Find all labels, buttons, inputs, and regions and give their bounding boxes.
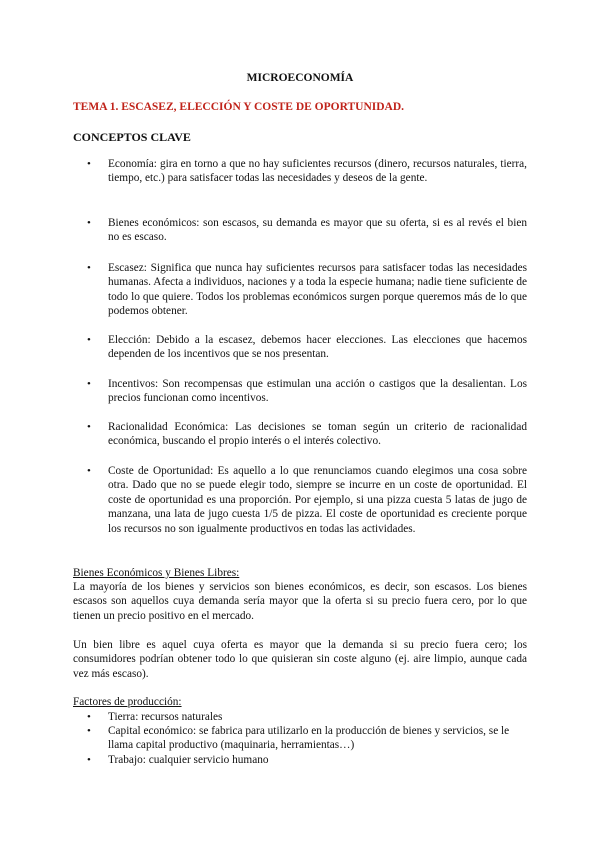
- bienes-paragraph: La mayoría de los bienes y servicios son bienes económicos, es decir, son escasos. Los bienes escasos son aquellos cuya demanda sería mayor que la oferta si su precio fuera cero, por lo que tienen un precio positivo en el mercado.: [73, 581, 527, 622]
- bullet-icon: •: [87, 711, 91, 723]
- bullet-icon: •: [87, 754, 91, 766]
- factores-heading: Factores de producción:: [73, 696, 182, 708]
- bullet-icon: •: [87, 262, 91, 274]
- factor-item: Tierra: recursos naturales: [108, 711, 223, 723]
- document-title: MICROECONOMÍA: [246, 72, 354, 84]
- concept-item: Coste de Oportunidad: Es aquello a lo que renunciamos cuando elegimos una cosa sobre otra. Dado que no se puede elegir todo, siempre se incurre en un coste de oportunidad. El coste de oportunidad es una proporción. Por ejemplo, si una pizza cuesta 5 latas de jugo de manzana, una lata de jugo cuesta 1/5 de pizza. El coste de oportunidad es creciente porque los recursos no son igualmente productivos en todas las actividades.: [108, 465, 527, 535]
- factor-item: Trabajo: cualquier servicio humano: [108, 754, 269, 766]
- bullet-icon: •: [87, 465, 91, 477]
- bullet-icon: •: [87, 334, 91, 346]
- concept-item: Escasez: Significa que nunca hay suficientes recursos para satisfacer todas las necesidades humanas. Afecta a individuos, naciones y a toda la especie humana; nadie tiene suficiente de todo lo que quiere. Todos los problemas económicos surgen porque queremos más de lo que podemos obtener.: [108, 262, 527, 318]
- bullet-icon: •: [87, 725, 91, 737]
- bullet-icon: •: [87, 421, 91, 433]
- section-heading-key-concepts: CONCEPTOS CLAVE: [73, 130, 191, 144]
- concept-item: Racionalidad Económica: Las decisiones se toman según un criterio de racionalidad económica, buscando el propio interés o el interés colectivo.: [108, 421, 527, 448]
- bullet-icon: •: [87, 378, 91, 390]
- concept-item: Elección: Debido a la escasez, debemos hacer elecciones. Las elecciones que hacemos dependen de los incentivos que se nos presentan.: [108, 334, 527, 361]
- bullet-icon: •: [87, 158, 91, 170]
- factor-item: Capital económico: se fabrica para utilizarlo en la producción de bienes y servicios, se le llama capital productivo (maquinaria, herramientas…): [108, 725, 510, 752]
- concept-item: Bienes económicos: son escasos, su demanda es mayor que su oferta, si es al revés el bien no es escaso.: [108, 217, 527, 244]
- concept-item: Economía: gira en torno a que no hay suficientes recursos (dinero, recursos naturales, tierra, tiempo, etc.) para satisfacer todas las necesidades y deseos de la gente.: [108, 158, 527, 185]
- bienes-heading: Bienes Económicos y Bienes Libres:: [73, 567, 240, 579]
- bienes-paragraph: Un bien libre es aquel cuya oferta es mayor que la demanda si su precio fuera cero; los consumidores podrían obtener todo lo que quisieran sin coste alguno (ej. aire limpio, aunque cada vez más escaso).: [73, 639, 527, 680]
- bullet-icon: •: [87, 217, 91, 229]
- topic-heading: TEMA 1. ESCASEZ, ELECCIÓN Y COSTE DE OPORTUNIDAD.: [73, 101, 405, 113]
- concept-item: Incentivos: Son recompensas que estimulan una acción o castigos que la desalientan. Los precios funcionan como incentivos.: [108, 378, 527, 405]
